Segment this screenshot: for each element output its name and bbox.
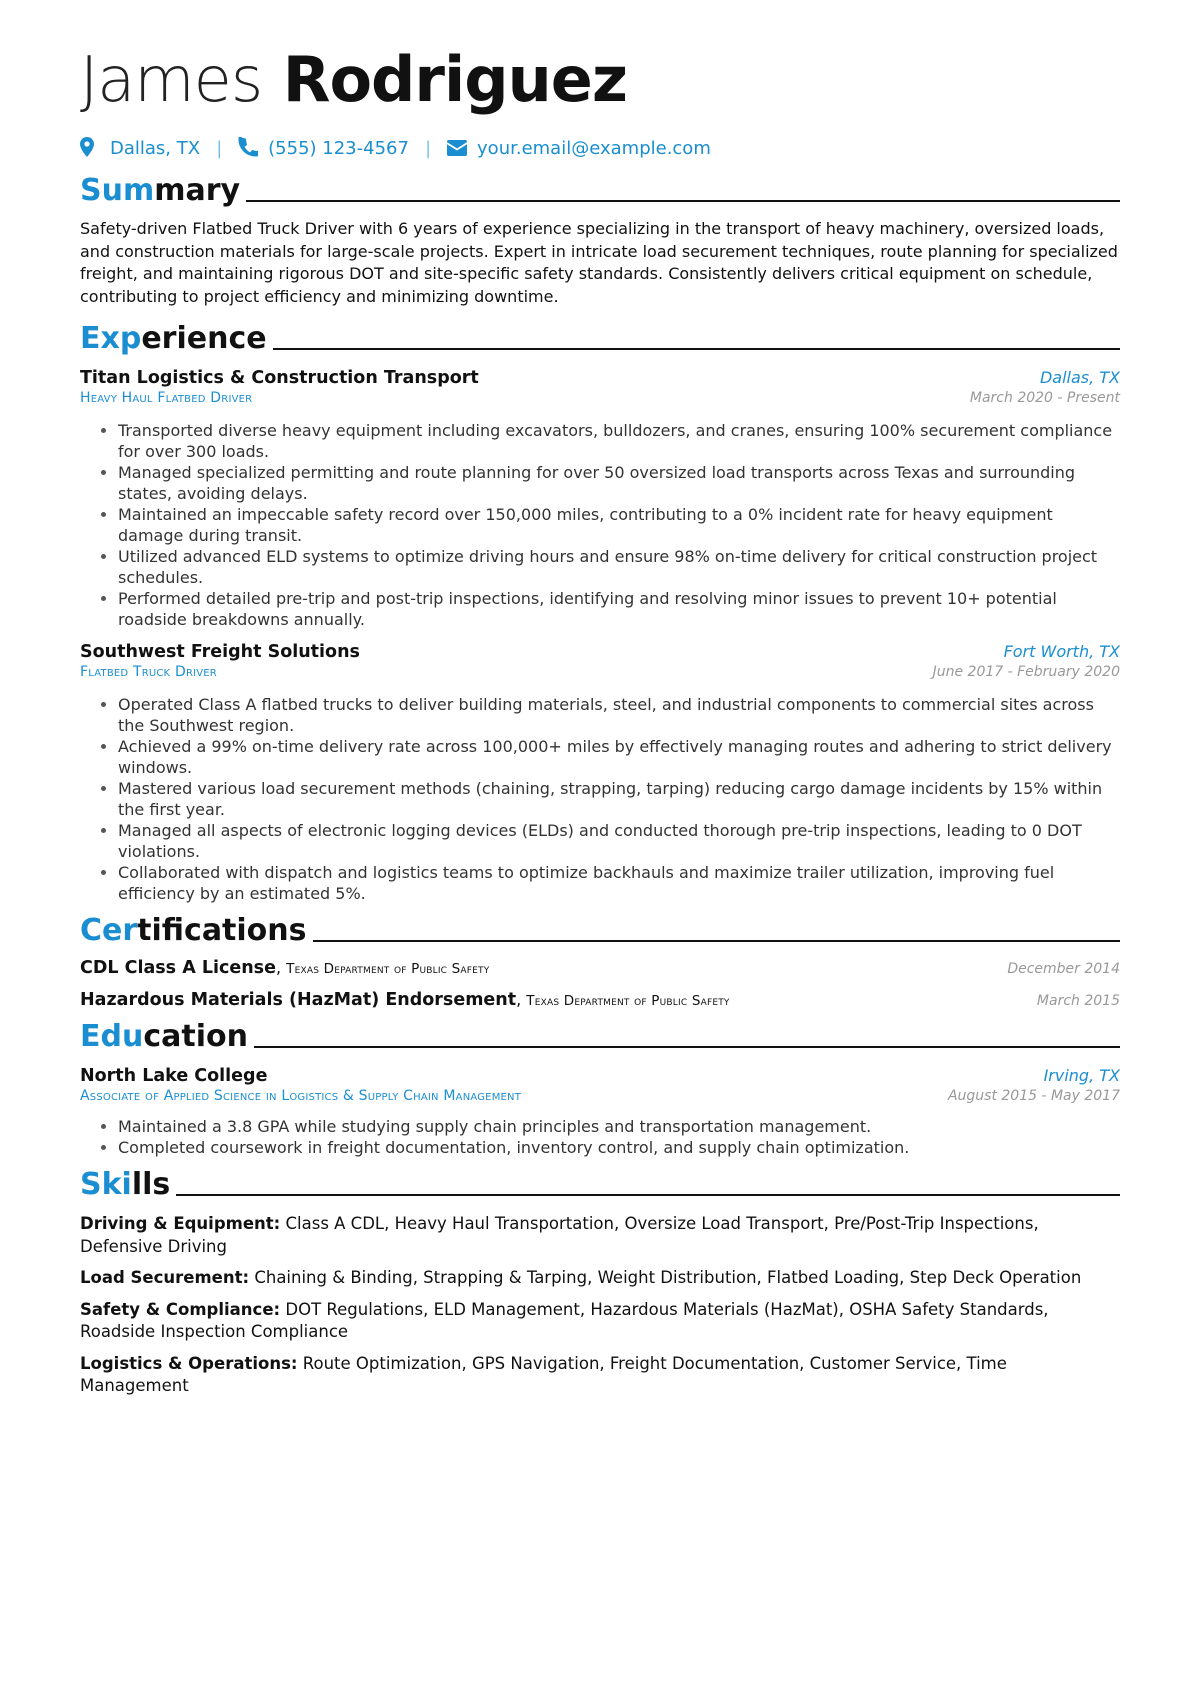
list-item: • Performed detailed pre-trip and post-trip inspections, identifying and resolving minor issues to prevent 10+ potential roadside breakdowns annually. bbox=[118, 588, 1120, 630]
skill-label: Load Securement: bbox=[80, 1268, 250, 1287]
list-item: • Utilized advanced ELD systems to optimize driving hours and ensure 98% on-time delivery for critical construction project schedules. bbox=[118, 546, 1120, 588]
section-rule bbox=[246, 200, 1120, 202]
list-item: • Collaborated with dispatch and logistics teams to optimize backhauls and maximize trailer utilization, improving fuel efficiency by an estimated 5%. bbox=[118, 862, 1120, 904]
candidate-name bbox=[80, 40, 1120, 120]
skill-row bbox=[80, 1267, 1120, 1290]
contact-line bbox=[80, 134, 1120, 162]
company-name: Titan Logistics & Construction Transport bbox=[80, 368, 479, 388]
section-rule bbox=[176, 1194, 1120, 1196]
first-name: James bbox=[80, 43, 263, 116]
heading-rest: erience bbox=[141, 321, 267, 356]
list-item: • Transported diverse heavy equipment including excavators, bulldozers, and cranes, ensuring 100% securement compliance for over 300 loads. bbox=[118, 420, 1120, 462]
phone-text: (555) 123-4567 bbox=[268, 137, 409, 159]
resume-page bbox=[80, 40, 1120, 1398]
company-name: Southwest Freight Solutions bbox=[80, 642, 360, 662]
certification-date: March 2015 bbox=[1036, 993, 1120, 1009]
skill-values: Chaining & Binding, Strapping & Tarping, Weight Distribution, Flatbed Loading, Step Deck Operation bbox=[254, 1268, 1082, 1287]
contact-email[interactable] bbox=[447, 137, 711, 159]
heading-accent: Ski bbox=[80, 1167, 132, 1202]
skill-values: DOT Regulations, ELD Management, Hazardous Materials (HazMat), OSHA Safety Standards, Roadside Inspection Compliance bbox=[80, 1299, 1049, 1341]
job-location: Fort Worth, TX bbox=[1003, 642, 1120, 661]
section-rule bbox=[273, 348, 1120, 350]
list-item: • Maintained an impeccable safety record over 150,000 miles, contributing to a 0% incident rate for heavy equipment damage during transit. bbox=[118, 504, 1120, 546]
job-dates: June 2017 - February 2020 bbox=[932, 664, 1120, 680]
certification-issuer: Texas Department of Public Safety bbox=[526, 993, 730, 1009]
job-entry bbox=[80, 642, 1120, 904]
heading-accent: Cer bbox=[80, 913, 138, 948]
section-rule bbox=[254, 1046, 1120, 1048]
job-entry bbox=[80, 368, 1120, 630]
contact-separator: | bbox=[424, 137, 432, 159]
location-text: Dallas, TX bbox=[110, 137, 201, 159]
education-dates: August 2015 - May 2017 bbox=[947, 1088, 1120, 1104]
skill-label: Driving & Equipment: bbox=[80, 1214, 281, 1233]
education-heading bbox=[80, 1018, 1120, 1056]
certification-date: December 2014 bbox=[1007, 961, 1120, 977]
contact-phone[interactable] bbox=[238, 137, 409, 159]
certification-title: CDL Class A License bbox=[80, 958, 276, 978]
job-bullets bbox=[80, 694, 1120, 904]
skill-values: Route Optimization, GPS Navigation, Freight Documentation, Customer Service, Time Management bbox=[80, 1353, 1007, 1395]
job-bullets bbox=[80, 420, 1120, 630]
job-title: Flatbed Truck Driver bbox=[80, 664, 217, 680]
heading-rest: lls bbox=[131, 1167, 171, 1202]
certification-title: Hazardous Materials (HazMat) Endorsement bbox=[80, 990, 517, 1010]
section-title bbox=[80, 1018, 248, 1056]
education-entry bbox=[80, 1066, 1120, 1158]
skill-values: Class A CDL, Heavy Haul Transportation, Oversize Load Transport, Pre/Post-Trip Inspections, Defensive Driving bbox=[80, 1214, 1039, 1256]
summary-heading bbox=[80, 172, 1120, 210]
school-name: North Lake College bbox=[80, 1066, 268, 1086]
envelope-icon bbox=[447, 137, 467, 159]
job-dates: March 2020 - Present bbox=[969, 390, 1120, 406]
education-bullets bbox=[80, 1116, 1120, 1158]
heading-accent: Edu bbox=[80, 1019, 144, 1054]
list-item: • Mastered various load securement methods (chaining, strapping, tarping) reducing cargo damage incidents by 15% within the first year. bbox=[118, 778, 1120, 820]
certifications-heading bbox=[80, 912, 1120, 950]
list-item: • Managed all aspects of electronic logging devices (ELDs) and conducted thorough pre-trip inspections, leading to 0 DOT violations. bbox=[118, 820, 1120, 862]
school-location: Irving, TX bbox=[1043, 1066, 1120, 1085]
section-title bbox=[80, 320, 267, 358]
heading-accent: Sum bbox=[80, 173, 155, 208]
job-title: Heavy Haul Flatbed Driver bbox=[80, 390, 253, 406]
certification-item: Hazardous Materials (HazMat) Endorsement, Texas Department of Public Safety March 2015 bbox=[80, 990, 1120, 1010]
last-name: Rodriguez bbox=[282, 43, 627, 116]
list-item: • Completed coursework in freight documentation, inventory control, and supply chain optimization. bbox=[118, 1137, 1120, 1158]
skill-row bbox=[80, 1299, 1120, 1344]
contact-location bbox=[80, 137, 200, 159]
heading-rest: tifications bbox=[137, 913, 307, 948]
skill-label: Safety & Compliance: bbox=[80, 1299, 281, 1319]
experience-heading bbox=[80, 320, 1120, 358]
section-title bbox=[80, 1166, 170, 1204]
section-title bbox=[80, 172, 240, 210]
certification-issuer: Texas Department of Public Safety bbox=[286, 961, 490, 977]
list-item: • Managed specialized permitting and route planning for over 50 oversized load transports across Texas and surrounding states, avoiding delays. bbox=[118, 462, 1120, 504]
skill-row bbox=[80, 1353, 1120, 1398]
skill-row bbox=[80, 1213, 1120, 1258]
heading-rest: mary bbox=[154, 173, 241, 208]
skill-label: Logistics & Operations: bbox=[80, 1353, 298, 1373]
list-item: • Achieved a 99% on-time delivery rate across 100,000+ miles by effectively managing routes and adhering to strict delivery windows. bbox=[118, 736, 1120, 778]
phone-icon bbox=[238, 137, 258, 159]
section-rule bbox=[313, 940, 1120, 942]
skills-heading bbox=[80, 1166, 1120, 1204]
list-item: • Maintained a 3.8 GPA while studying supply chain principles and transportation management. bbox=[118, 1116, 1120, 1137]
section-title bbox=[80, 912, 307, 950]
degree-title: Associate of Applied Science in Logistics & Supply Chain Management bbox=[80, 1088, 522, 1104]
heading-accent: Exp bbox=[80, 321, 142, 356]
map-pin-icon bbox=[80, 137, 100, 159]
heading-rest: cation bbox=[143, 1019, 248, 1054]
list-item: • Operated Class A flatbed trucks to deliver building materials, steel, and industrial components to commercial sites across the Southwest region. bbox=[118, 694, 1120, 736]
job-location: Dallas, TX bbox=[1039, 368, 1120, 387]
email-text: your.email@example.com bbox=[477, 137, 711, 159]
contact-separator: | bbox=[216, 137, 223, 159]
summary-text: Safety-driven Flatbed Truck Driver with 6 years of experience specializing in the transport of heavy machinery, oversized loads, and construction materials for large-scale projects. Expert in intricate load securement techniques, route planning for specialized freight, and maintaining rigorous DOT and site-specific safety standards. Consistently delivers critical equipment on schedule, contributing to project efficiency and minimizing downtime. bbox=[80, 219, 1118, 306]
certification-item: CDL Class A License, Texas Department of Public Safety December 2014 bbox=[80, 958, 1120, 978]
